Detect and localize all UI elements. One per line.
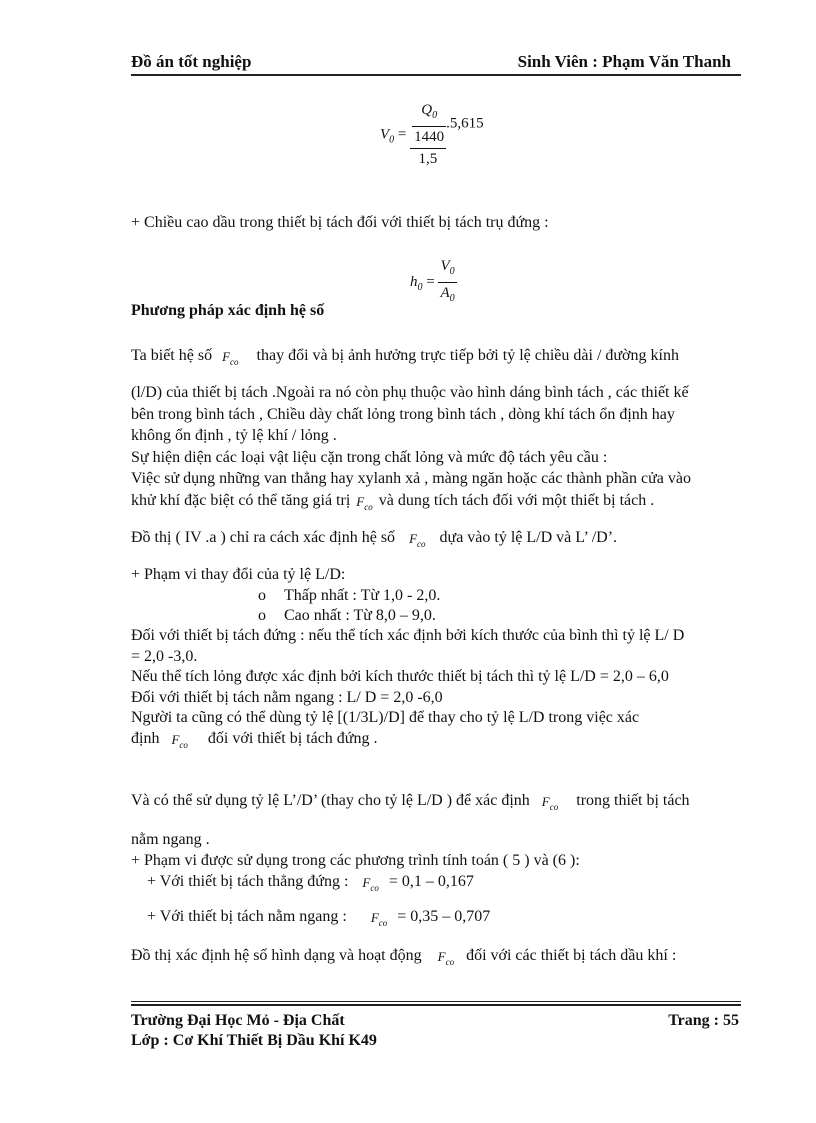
fco-symbol: $F_{co}$ xyxy=(222,349,239,367)
paragraph-6-horizontal: + Với thiết bị tách nằm ngang : $F_{co} = 0,35 - 0,707$ xyxy=(147,906,490,933)
paragraph-5: Và có thể sử dụng tỷ lệ L’/D’ (thay cho tỷ lệ L/D ) để xác định $F_{co}$ trong thiết bị tách xyxy=(131,790,690,817)
formula-h0: $h_0$ = $\frac{V_0}{A_0}$ xyxy=(410,256,457,309)
range-item: o Cao nhất : Từ 8,0 – 9,0. xyxy=(258,607,436,624)
fco-symbol: $F_{co}$ xyxy=(370,910,388,928)
section-heading: Phương pháp xác định hệ số xyxy=(131,302,325,319)
paragraph-height: + Chiều cao dầu trong thiết bị tách đối với thiết bị tách trụ đứng : xyxy=(131,214,549,231)
footer-page: Trang : 55 xyxy=(668,1012,739,1029)
formula-v0-inner-fraction: $\frac{Q_0}{1440}$ xyxy=(414,102,445,145)
footer-rule xyxy=(131,1004,741,1006)
formula-v0-outer-fraction: $\frac{Q_0}{1440}$ .5,615 1,5 xyxy=(410,100,486,170)
formula-h0-fraction: $\frac{V_0}{A_0}$ xyxy=(440,258,455,304)
paragraph-5-cont: nằm ngang . xyxy=(131,831,210,848)
range-title: + Phạm vi thay đổi của tỷ lệ L/D: xyxy=(131,566,346,583)
paragraph-2: (l/D) của thiết bị tách .Ngoài ra nó còn phụ thuộc vào hình dáng bình tách , các thiết kế bên trong bình tách , Chiều dày chất lỏng trong bình tách , dòng khí tách ổn định hay không ổn định , tỷ lệ khí / lỏng . Sự hiện diện các loại vật liệu cặn trong chất lỏng và mức độ tách yêu cầu : Việc sử dụng những van thẳng hay xylanh xả , màng ngăn hoặc các thành phần cửa vào khử khí đặc biệt có thể tăng giá trị $F_{co}$ và dung tích tách đối với một thiết bị tách . xyxy=(131,382,691,517)
fco-symbol: $F_{co}$ xyxy=(541,794,559,812)
paragraph-1: Ta biết hệ số $F_{co}$ thay đổi và bị ảnh hưởng trực tiếp bởi tỷ lệ chiều dài / đường kính xyxy=(131,345,679,372)
footer-class: Lớp : Cơ Khí Thiết Bị Dầu Khí K49 xyxy=(131,1032,377,1049)
fco-symbol: $F_{co}$ xyxy=(437,949,455,967)
fco-symbol: $F_{co}$ xyxy=(356,493,373,512)
range-item: o Thấp nhất : Từ 1,0 - 2,0. xyxy=(258,587,441,604)
fco-symbol: $F_{co}$ xyxy=(409,531,426,549)
paragraph-6-vertical: + Với thiết bị tách thẳng đứng : $F_{co} = 0,1 - 0,167$ xyxy=(147,871,474,898)
paragraph-3: Đồ thị ( IV .a ) chỉ ra cách xác định hệ số $F_{co}$ dựa vào tỷ lệ L/D và L’ /D’. xyxy=(131,527,617,554)
fco-symbol: $F_{co}$ xyxy=(171,731,188,750)
footer-school: Trường Đại Học Mỏ - Địa Chất xyxy=(131,1012,345,1029)
paragraph-6: + Phạm vi được sử dụng trong các phương trình tính toán ( 5 ) và (6 ): xyxy=(131,852,580,869)
footer-rule xyxy=(131,1001,741,1002)
header-left: Đồ án tốt nghiệp xyxy=(131,52,252,71)
header-right: Sinh Viên : Phạm Văn Thanh xyxy=(517,52,731,71)
paragraph-4: Đối với thiết bị tách đứng : nếu thể tích xác định bởi kích thước của bình thì tỷ lệ L/ D = 2,0 -3,0. Nếu thể tích lỏng được xác định bởi kích thước thiết bị tách thì tỷ lệ L/D = 2,0 – 6,0 Đối với thiết bị tách nằm ngang : L/ D = 2,0 -6,0 Người ta cũng có thể dùng tỷ lệ [(1/3L)/D] để thay cho tỷ lệ L/D trong việc xác định $F_{co}$ đối với thiết bị tách đứng . xyxy=(131,626,684,754)
header-rule xyxy=(131,74,741,76)
paragraph-7: Đồ thị xác định hệ số hình dạng và hoạt động $F_{co}$ đối với các thiết bị tách dầu khí : xyxy=(131,945,676,972)
formula-v0: $V_0$ = $\frac{Q_0}{1440}$ .5,615 1,5 xyxy=(380,100,486,170)
fco-symbol: $F_{co}$ xyxy=(362,875,379,893)
